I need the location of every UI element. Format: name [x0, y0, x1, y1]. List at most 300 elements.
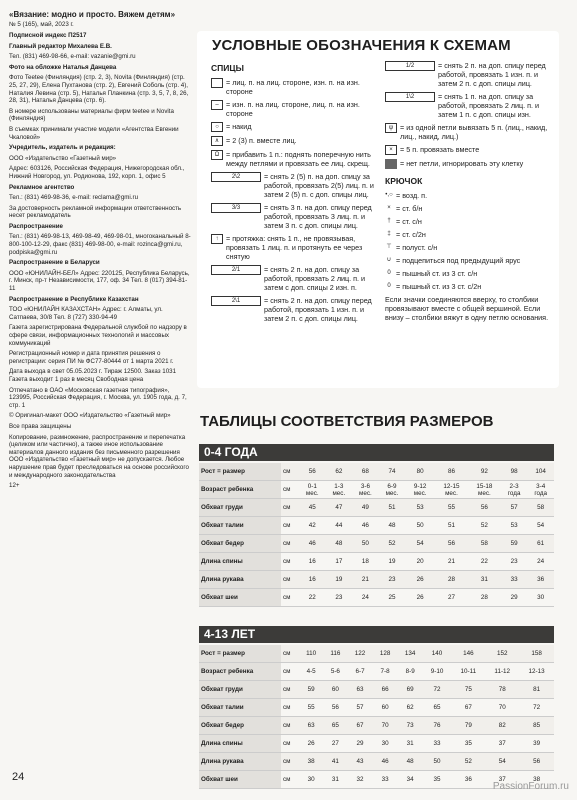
- table-cell: 122: [348, 645, 373, 663]
- symbol-text: = возд. п.: [396, 191, 428, 200]
- table-cell: 46: [299, 535, 326, 553]
- symbol-icon: 2\2: [211, 172, 261, 182]
- table-cell: 59: [299, 681, 323, 699]
- table-cell: 66: [373, 681, 398, 699]
- contacts: Тел. (831) 469-98-66, e-mail: vazanie@gmi.ru: [9, 53, 136, 61]
- table-cell: 44: [326, 517, 353, 535]
- symbol-icon: ×: [385, 145, 397, 155]
- table-cell: 48: [379, 517, 406, 535]
- table-cell: 41: [323, 753, 347, 771]
- table-cell: 43: [348, 753, 373, 771]
- symbol-icon: 2\1: [211, 296, 261, 306]
- table-row: [199, 645, 554, 663]
- table-cell: 28: [468, 589, 501, 607]
- table-cell: см: [281, 645, 299, 663]
- table-cell: 32: [348, 771, 373, 789]
- table-cell: 24: [527, 553, 554, 571]
- table-row: [199, 517, 554, 535]
- table-row: [199, 535, 554, 553]
- symbol-text: = подцепиться под предыдущий ярус: [396, 256, 521, 265]
- symbol-text: = снять 3 п. на доп. спицу перед работой, провязать 3 лиц. п. и затем 3 п. с доп. спицы лиц.: [264, 203, 372, 230]
- table-cell: 82: [485, 717, 519, 735]
- table-cell: 75: [451, 681, 485, 699]
- symbol-text: = снять 2 п. на доп. спицу перед работой, провязать 1 изн. п. и затем 2 п. с доп. спицы лиц.: [438, 61, 546, 88]
- legal: Копирование, размножение, распространение и перепечатка (целиком или частично), а также иное использование материалов данного издания без письменного разрешения ООО «Издательство «Газетный мир» не допускается. Любое нарушение прав будет преследоваться на основе российского и международного законодательства: [9, 433, 189, 479]
- table-cell: см: [281, 481, 299, 499]
- table-cell: 67: [348, 717, 373, 735]
- table-cell: 146: [451, 645, 485, 663]
- symbol-icon: ⊤: [386, 244, 392, 250]
- table-cell: Обхват шеи: [199, 589, 281, 607]
- materials: В номере использованы материалы фирм teetee и Novita (Финляндия): [9, 107, 174, 123]
- table-cell: 50: [423, 753, 452, 771]
- table-cell: Длина рукава: [199, 571, 281, 589]
- table-row: [199, 553, 554, 571]
- printed: Отпечатано в ОАО «Московская газетная типография», 123995, Российская Федерация, г. Москва, ул. 1905 года, д. 7, стр. 1: [9, 386, 187, 409]
- symbol-row: [211, 136, 379, 146]
- table-cell: 56: [435, 535, 468, 553]
- symbol-text: = изн. п. на лиц. стороне, лиц. п. на изн. стороне: [226, 100, 360, 118]
- table-cell: 27: [323, 735, 347, 753]
- table-cell: 18: [352, 553, 379, 571]
- symbol-icon: ‡: [387, 231, 391, 237]
- symbol-row: [385, 217, 553, 226]
- table-cell: 29: [348, 735, 373, 753]
- table-row: [199, 499, 554, 517]
- symbols-box: [197, 31, 559, 388]
- table-cell: 56: [323, 699, 347, 717]
- table-cell: 50: [352, 535, 379, 553]
- symbol-row: [385, 204, 553, 213]
- band-0-4: 0-4 ГОДА: [199, 444, 554, 461]
- symbol-row: [385, 243, 553, 252]
- table-cell: 5-6: [323, 663, 347, 681]
- table-cell: 48: [326, 535, 353, 553]
- table-cell: 23: [379, 571, 406, 589]
- table-cell: 31: [398, 735, 423, 753]
- table-cell: 33: [501, 571, 528, 589]
- symbol-icon: 0: [387, 283, 391, 289]
- table-cell: 62: [398, 699, 423, 717]
- table-cell: см: [281, 681, 299, 699]
- table-cell: 24: [352, 589, 379, 607]
- table-cell: 46: [352, 517, 379, 535]
- symbol-icon: ↑: [211, 234, 223, 244]
- table-cell: 56: [299, 463, 326, 481]
- table-cell: 37: [485, 771, 519, 789]
- needles2-list: [385, 61, 553, 169]
- table-cell: 38: [519, 771, 554, 789]
- reg: Газета зарегистрирована Федеральной службой по надзору в сфере связи, информационных технологий и массовых коммуникаций: [9, 324, 187, 347]
- print-info: Дата выхода в свет 05.05.2023 г. Тираж 12500. Заказ 1031 Газета выходит 1 раз в месяц Свободная цена: [9, 368, 177, 383]
- hook-note: Если значки соединяются вверху, то столбики провязывают вместе с общей вершиной. Если внизу – столбики вяжут в одну петлю основания.: [385, 295, 549, 322]
- table-cell: 65: [423, 699, 452, 717]
- dist-head: Распространение: [9, 222, 63, 230]
- table-cell: 45: [299, 499, 326, 517]
- symbol-icon: [211, 78, 223, 88]
- table-cell: Длина рукава: [199, 753, 281, 771]
- symbol-row: [385, 61, 553, 88]
- table-cell: 10-11: [451, 663, 485, 681]
- address: Адрес: 603126, Российская Федерация, Нижегородская обл., Нижний Новгород, ул. Родионова, 192, корп. 1, офис 5: [9, 165, 185, 180]
- table-cell: см: [281, 535, 299, 553]
- table-cell: 1-3 мес.: [326, 481, 353, 499]
- table-cell: 35: [451, 735, 485, 753]
- table-cell: см: [281, 753, 299, 771]
- table-cell: 26: [405, 571, 435, 589]
- table-cell: 72: [519, 699, 554, 717]
- table-cell: 30: [373, 735, 398, 753]
- symbol-text: = накид: [226, 122, 252, 131]
- table-cell: 16: [299, 571, 326, 589]
- reg2: Регистрационный номер и дата принятия решения о регистрации: серия ПИ № ФС77-80444 от 1 марта 2021 г.: [9, 350, 174, 365]
- symbol-icon: –: [211, 100, 223, 110]
- table-cell: см: [281, 517, 299, 535]
- table-cell: 70: [485, 699, 519, 717]
- table-cell: 80: [405, 463, 435, 481]
- symbol-text: = прибавить 1 п.: поднять поперечную нить между петлями и провязать ее лиц. скрещ.: [226, 150, 371, 168]
- table-cell: 42: [299, 517, 326, 535]
- symbol-icon: ψ: [385, 123, 397, 133]
- table-cell: 11-12: [485, 663, 519, 681]
- table-cell: см: [281, 699, 299, 717]
- symbol-text: = лиц. п. на лиц. стороне, изн. п. на изн. стороне: [226, 78, 360, 96]
- kz: ТОО «ЮНИЛАЙН КАЗАХСТАН» Адрес: г. Алматы, ул. Сатпаева, 30/8 Тел. 8 (727) 330-94-49: [9, 306, 163, 321]
- table-cell: см: [281, 463, 299, 481]
- copyright: © Оригинал-макет ООО «Издательство «Газетный мир»: [9, 412, 171, 420]
- table-cell: 30: [299, 771, 323, 789]
- table-cell: 22: [299, 589, 326, 607]
- table-cell: 73: [398, 717, 423, 735]
- table-cell: 33: [423, 735, 452, 753]
- table-cell: Обхват груди: [199, 499, 281, 517]
- symbol-text: = снять 1 п. на доп. спицу за работой, провязать 2 лиц. п. и затем 1 п. с доп. спицы изн.: [438, 92, 540, 119]
- symbol-row: [211, 122, 379, 132]
- band-4-13: 4-13 ЛЕТ: [199, 626, 554, 643]
- symbol-icon: 2/1: [211, 265, 261, 275]
- symbol-icon: ∧: [211, 136, 223, 146]
- symbol-row: [385, 92, 553, 119]
- symbol-icon: 0: [387, 270, 391, 276]
- table-cell: 68: [352, 463, 379, 481]
- symbol-icon: 1/2: [385, 61, 435, 71]
- symbol-row: [385, 145, 553, 155]
- symbol-row: [211, 150, 379, 168]
- table-cell: 51: [379, 499, 406, 517]
- table-cell: 6-9 мес.: [379, 481, 406, 499]
- table-cell: 85: [519, 717, 554, 735]
- table-cell: 27: [435, 589, 468, 607]
- table-cell: 152: [485, 645, 519, 663]
- symbol-row: [385, 123, 553, 141]
- table-cell: 61: [527, 535, 554, 553]
- table-row: [199, 753, 554, 771]
- hook-list: [385, 191, 553, 291]
- table-cell: 16: [299, 553, 326, 571]
- table-cell: 35: [423, 771, 452, 789]
- symbol-text: = протяжка: снять 1 п., не провязывая, провязать 1 лиц. п. и протянуть ее через снятую: [226, 234, 363, 261]
- table-row: [199, 735, 554, 753]
- needles-head: СПИЦЫ: [211, 63, 244, 73]
- table-cell: Обхват бедер: [199, 717, 281, 735]
- symbol-row: [385, 191, 553, 200]
- symbol-row: [211, 172, 379, 199]
- symbol-text: = снять 2 п. на доп. спицу за работой, провязать 2 лиц. п. и затем с доп. спицы 2 изн. п.: [264, 265, 366, 292]
- symbols-title: УСЛОВНЫЕ ОБОЗНАЧЕНИЯ К СХЕМАМ: [212, 37, 511, 54]
- symbol-row: [385, 159, 553, 169]
- symbol-text: = ст. б/н: [396, 204, 423, 213]
- table-cell: 53: [405, 499, 435, 517]
- table-cell: 62: [326, 463, 353, 481]
- table-cell: 15-18 мес.: [468, 481, 501, 499]
- symbol-text: = полуст. с/н: [396, 243, 438, 252]
- symbol-row: [211, 234, 379, 261]
- table-cell: 158: [519, 645, 554, 663]
- table-cell: 54: [485, 753, 519, 771]
- table-cell: 78: [485, 681, 519, 699]
- table-row: [199, 717, 554, 735]
- ads-note: За достоверность рекламной информации ответственность несет рекламодатель: [9, 204, 182, 220]
- table-cell: Рост = размер: [199, 645, 281, 663]
- table-cell: Обхват талии: [199, 699, 281, 717]
- symbol-row: [385, 269, 553, 278]
- table-cell: 36: [527, 571, 554, 589]
- table-cell: 52: [468, 517, 501, 535]
- table-cell: 92: [468, 463, 501, 481]
- table-cell: 57: [501, 499, 528, 517]
- table-cell: 21: [352, 571, 379, 589]
- imprint: [9, 10, 192, 493]
- table-cell: 25: [379, 589, 406, 607]
- table-cell: Длина спины: [199, 735, 281, 753]
- table-cell: 55: [435, 499, 468, 517]
- table-cell: 23: [326, 589, 353, 607]
- table-cell: 60: [373, 699, 398, 717]
- table-cell: 63: [348, 681, 373, 699]
- table-cell: 34: [398, 771, 423, 789]
- table-cell: 128: [373, 645, 398, 663]
- table-cell: 29: [501, 589, 528, 607]
- table-cell: 104: [527, 463, 554, 481]
- symbol-text: = из одной петли вывязать 5 п. (лиц., накид, лиц., накид, лиц.): [400, 123, 548, 141]
- table-cell: 69: [398, 681, 423, 699]
- page-number: 24: [12, 771, 25, 783]
- table-cell: 33: [373, 771, 398, 789]
- table-cell: 58: [527, 499, 554, 517]
- table-cell: 79: [451, 717, 485, 735]
- symbol-row: [211, 265, 379, 292]
- table-cell: 46: [373, 753, 398, 771]
- table-cell: 36: [451, 771, 485, 789]
- table-cell: Возраст ребенка: [199, 481, 281, 499]
- symbol-icon: Ω: [211, 150, 223, 160]
- table-cell: Обхват талии: [199, 517, 281, 535]
- table-cell: 53: [501, 517, 528, 535]
- symbol-text: = ст. с/2н: [396, 230, 426, 239]
- rights: Все права защищены: [9, 422, 72, 430]
- editor: Главный редактор Михалева Е.В.: [9, 42, 112, 50]
- table-cell: 4-5: [299, 663, 323, 681]
- index: Подписной индекс П2517: [9, 32, 87, 39]
- table-cell: 3-4 года: [527, 481, 554, 499]
- table-cell: 20: [405, 553, 435, 571]
- symbol-icon: ○: [211, 122, 223, 132]
- symbol-icon: 3/3: [211, 203, 261, 213]
- table-cell: 63: [299, 717, 323, 735]
- table-cell: 70: [373, 717, 398, 735]
- ads: Тел.: (831) 469-98-36, e-mail: reclama@gmi.ru: [9, 194, 139, 202]
- table-cell: 81: [519, 681, 554, 699]
- table-cell: 76: [423, 717, 452, 735]
- symbol-row: [211, 296, 379, 323]
- table-cell: 59: [501, 535, 528, 553]
- table-cell: 21: [435, 553, 468, 571]
- table-cell: 50: [405, 517, 435, 535]
- symbol-icon: •,○: [385, 192, 393, 198]
- symbol-text: = пышный ст. из 3 ст. с/2н: [396, 282, 482, 291]
- table-row: [199, 699, 554, 717]
- founder: ООО «Издательство «Газетный мир»: [9, 154, 117, 162]
- issue: № 5 (165), май, 2023 г.: [9, 21, 74, 29]
- table-cell: 19: [326, 571, 353, 589]
- table-cell: 9-12 мес.: [405, 481, 435, 499]
- table-row: [199, 589, 554, 607]
- table-cell: см: [281, 717, 299, 735]
- photos: Фото Teetee (Финляндия) (стр. 2, 3), Novita (Финляндия) (стр. 25, 27, 29), Елена Пухтанова (стр. 2), Евгений Соболь (стр. 4), Наталия Левина (стр. 5), Наталья Планкина (стр. 3, 5, 7, 8, 26, 28, 31), Наталья Данцева (стр. 6).: [9, 74, 189, 105]
- table-cell: 38: [299, 753, 323, 771]
- symbol-icon: 1\2: [385, 92, 435, 102]
- table-cell: 26: [299, 735, 323, 753]
- table-cell: 23: [501, 553, 528, 571]
- shooting: В съемках принимали участие модели «Агентства Евгении Чкаловой»: [9, 125, 179, 141]
- table-cell: см: [281, 499, 299, 517]
- table-row: [199, 571, 554, 589]
- symbol-icon: ∪: [386, 257, 392, 263]
- table-row: [199, 681, 554, 699]
- table-cell: 3-6 мес.: [352, 481, 379, 499]
- by: ООО «ЮНИЛАЙН-БЕЛ» Адрес: 220125, Республика Беларусь, г. Минск, пр-т Независимости, 177, оф. 34 Тел. 8 (017) 394-81-11: [9, 269, 190, 293]
- table-cell: 56: [519, 753, 554, 771]
- table-cell: 56: [468, 499, 501, 517]
- table-cell: 37: [485, 735, 519, 753]
- symbol-row: [211, 100, 379, 118]
- table-cell: 30: [527, 589, 554, 607]
- symbol-row: [385, 282, 553, 291]
- table-cell: 47: [326, 499, 353, 517]
- table-cell: 52: [451, 753, 485, 771]
- table-row: [199, 463, 554, 481]
- table-cell: см: [281, 553, 299, 571]
- table-cell: 51: [435, 517, 468, 535]
- symbol-row: [385, 230, 553, 239]
- table-cell: Возраст ребенка: [199, 663, 281, 681]
- table-cell: 140: [423, 645, 452, 663]
- table-cell: 2-3 года: [501, 481, 528, 499]
- needles-column: [211, 64, 379, 327]
- table-row: [199, 663, 554, 681]
- table-cell: 67: [451, 699, 485, 717]
- table-cell: Длина спины: [199, 553, 281, 571]
- table-cell: 60: [323, 681, 347, 699]
- table-cell: см: [281, 771, 299, 789]
- kz-head: Распространение в Республике Казахстан: [9, 295, 139, 303]
- magazine-title: «Вязание: модно и просто. Вяжем детям»: [9, 10, 176, 19]
- table-cell: 39: [519, 735, 554, 753]
- table-cell: 19: [379, 553, 406, 571]
- symbol-icon: [385, 159, 397, 169]
- table-cell: см: [281, 589, 299, 607]
- hook-head: КРЮЧОК: [385, 176, 423, 186]
- table-cell: 86: [435, 463, 468, 481]
- symbol-text: = пышный ст. из 3 ст. с/н: [396, 269, 478, 278]
- table-cell: см: [281, 571, 299, 589]
- symbol-text: = ст. с/н: [396, 217, 422, 226]
- symbol-icon: ×: [387, 205, 391, 211]
- symbol-row: [211, 78, 379, 96]
- ads-head: Рекламное агентство: [9, 183, 75, 191]
- by-head: Распространение в Беларуси: [9, 259, 100, 267]
- table-cell: 98: [501, 463, 528, 481]
- table-cell: Рост = размер: [199, 463, 281, 481]
- table-row: [199, 481, 554, 499]
- table-cell: 6-7: [348, 663, 373, 681]
- table-cell: 54: [405, 535, 435, 553]
- founder-head: Учредитель, издатель и редакция:: [9, 144, 116, 152]
- table-cell: 65: [323, 717, 347, 735]
- needles-list: [211, 78, 379, 323]
- table-cell: 12-13: [519, 663, 554, 681]
- table-cell: Обхват шеи: [199, 771, 281, 789]
- symbol-row: [385, 256, 553, 265]
- table-cell: 0-1 мес.: [299, 481, 326, 499]
- table-cell: 110: [299, 645, 323, 663]
- table-cell: 12-15 мес.: [435, 481, 468, 499]
- table-cell: 8-9: [398, 663, 423, 681]
- table-cell: 28: [435, 571, 468, 589]
- cover-photo: Фото на обложке Наталья Данцева: [9, 63, 117, 71]
- table-cell: 22: [468, 553, 501, 571]
- table-cell: 57: [348, 699, 373, 717]
- needles2-column: [385, 61, 553, 322]
- table-cell: 31: [323, 771, 347, 789]
- table-cell: 134: [398, 645, 423, 663]
- symbol-text: = снять 2 п. на доп. спицу перед работой, провязать 1 изн. п. и затем 2 п. с доп. спицы лиц.: [264, 296, 372, 323]
- size-table-0-4: [199, 463, 554, 607]
- table-cell: 31: [468, 571, 501, 589]
- symbol-text: = снять 2 (5) п. на доп. спицу за работой, провязать 2(5) лиц. п. и затем 2 (5) п. с доп. спицы лиц.: [264, 172, 374, 199]
- table-cell: см: [281, 663, 299, 681]
- symbol-row: [211, 203, 379, 230]
- sizes-title: ТАБЛИЦЫ СООТВЕТСТВИЯ РАЗМЕРОВ: [200, 413, 494, 430]
- symbol-text: = 5 п. провязать вместе: [400, 145, 480, 154]
- symbol-icon: †: [387, 218, 391, 224]
- table-cell: 55: [299, 699, 323, 717]
- symbol-text: = нет петли, игнорировать эту клетку: [400, 159, 524, 168]
- table-cell: Обхват груди: [199, 681, 281, 699]
- age: 12+: [9, 482, 20, 490]
- symbol-text: = 2 (3) п. вместе лиц.: [226, 136, 297, 145]
- table-cell: 116: [323, 645, 347, 663]
- table-cell: см: [281, 735, 299, 753]
- watermark: PassionForum.ru: [492, 781, 569, 792]
- table-cell: 58: [468, 535, 501, 553]
- table-cell: 26: [405, 589, 435, 607]
- table-cell: 72: [423, 681, 452, 699]
- table-cell: 49: [352, 499, 379, 517]
- dist: Тел.: (831) 469-98-13, 469-98-49, 469-98-01, многоканальный 8-800-100-12-29, факс (831) 469-98-00, e-mail: rozinca@gmi.ru, podpiska@gmi.ru: [9, 233, 191, 256]
- table-cell: 9-10: [423, 663, 452, 681]
- table-cell: Обхват бедер: [199, 535, 281, 553]
